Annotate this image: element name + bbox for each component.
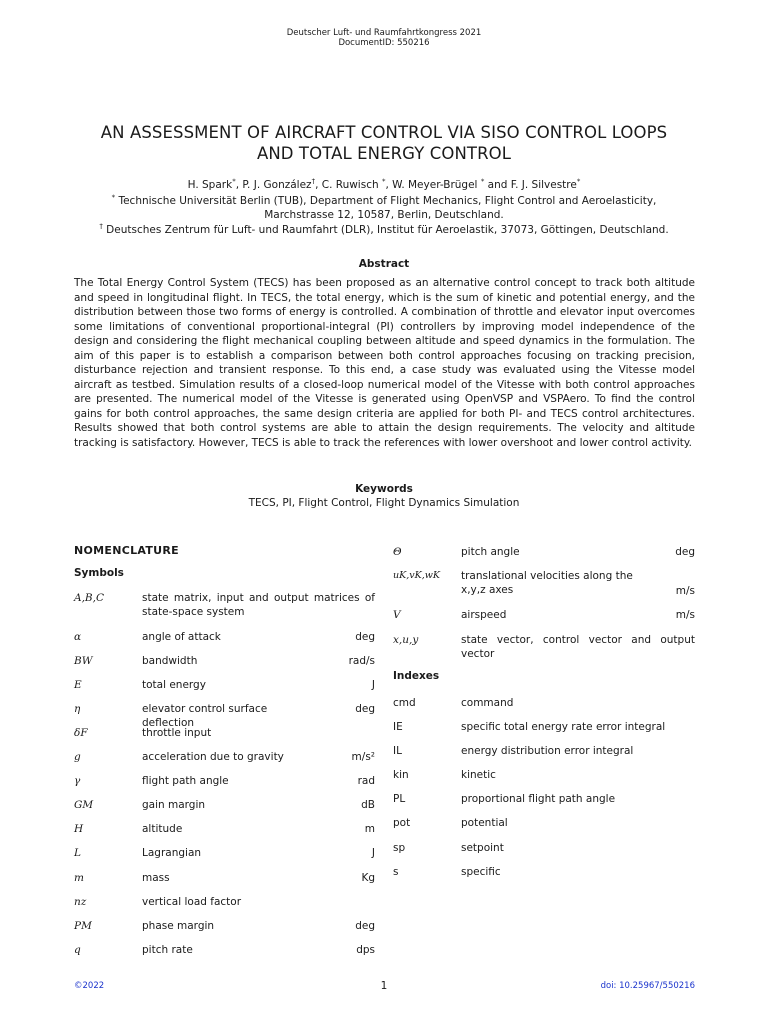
author-mark: † bbox=[311, 177, 316, 186]
affiliation-mark: † bbox=[99, 222, 103, 231]
symbol-description: acceleration due to gravity bbox=[142, 751, 284, 763]
index-symbol: cmd bbox=[393, 697, 416, 709]
index-description: specific bbox=[461, 866, 501, 878]
affiliation-mark: * bbox=[111, 193, 116, 202]
symbol-unit: dB bbox=[361, 799, 375, 811]
symbol-description: state vector, control vector and output vector bbox=[461, 634, 695, 660]
symbols-heading: Symbols bbox=[74, 567, 124, 579]
author-mark: * bbox=[576, 177, 581, 186]
symbol-unit: rad bbox=[357, 775, 375, 787]
symbol: uK,vK,wK bbox=[393, 570, 440, 581]
author-mark: * bbox=[232, 177, 236, 186]
title-line-1: AN ASSESSMENT OF AIRCRAFT CONTROL VIA SISO CONTROL LOOPS bbox=[100, 123, 668, 142]
title-line-2: AND TOTAL ENERGY CONTROL bbox=[256, 144, 512, 163]
page-number: 1 bbox=[380, 980, 388, 992]
author-list bbox=[60, 178, 708, 193]
symbol-description: bandwidth bbox=[142, 655, 198, 667]
symbol: x,u,y bbox=[393, 634, 419, 646]
conference-header: Deutscher Luft- und Raumfahrtkongress 2021 bbox=[286, 28, 482, 38]
author-name: , C. Ruwisch bbox=[315, 179, 382, 191]
symbol-description: total energy bbox=[142, 679, 206, 691]
affiliation-text: Deutsches Zentrum für Luft- und Raumfahrt (DLR), Institut für Aeroelastik, 37073, Göttingen, Deutschland. bbox=[106, 224, 669, 236]
symbol: Θ bbox=[393, 546, 402, 558]
nomenclature-heading: NOMENCLATURE bbox=[74, 544, 179, 557]
symbol-description: translational velocities along the x,y,z axes bbox=[461, 570, 633, 596]
document-id: DocumentID: 550216 bbox=[338, 38, 430, 48]
abstract-text: The Total Energy Control System (TECS) has been proposed as an alternative control concept to track both altitude and speed in longitudinal flight. In TECS, the total energy, which is the sum of kinetic and potential energy, and the distribution between those two forms of energy is controlled. A combination of throttle and elevator input overcomes some limitations of conventional proportional-integral (PI) controllers by improving model independence of the design and considering the flight mechanical coupling between altitude and speed dynamics in the formulation. The aim of this paper is to establish a comparison between both control approaches focusing on tracking precision, disturbance rejection and transient response. To this end, a case study was evaluated using the Vitesse model aircraft as testbed. Simulation results of a closed-loop numerical model of the Vitesse with both control approaches are presented. The numerical model of the Vitesse is generated using OpenVSP and VSPAero. To find the control gains for both control approaches, the same design criteria are applied for both PI- and TECS control architectures. Results showed that both control systems are able to attain the design requirements. The velocity and altitude tracking is satisfactory. However, TECS is able to track the references with lower overshoot and lower control activity. bbox=[74, 277, 695, 449]
index-description: kinetic bbox=[461, 769, 496, 781]
symbol-description: gain margin bbox=[142, 799, 206, 811]
index-symbol: s bbox=[393, 866, 399, 878]
index-symbol: PL bbox=[393, 793, 406, 805]
symbol-unit: m bbox=[364, 823, 375, 835]
affiliation-dlr bbox=[60, 223, 708, 238]
index-symbol: IE bbox=[393, 721, 403, 733]
index-description: command bbox=[461, 697, 514, 709]
symbol: α bbox=[74, 631, 82, 643]
symbol: A,B,C bbox=[74, 592, 105, 604]
symbol-description: angle of attack bbox=[142, 631, 221, 643]
symbol-description: Lagrangian bbox=[142, 847, 202, 859]
symbol: nz bbox=[74, 896, 87, 908]
copyright-link[interactable]: ©2022 bbox=[74, 981, 105, 991]
symbol-description: flight path angle bbox=[142, 775, 229, 787]
symbol-unit: deg bbox=[355, 703, 375, 715]
affiliation-tub bbox=[60, 194, 708, 209]
symbol-unit: deg bbox=[355, 920, 375, 932]
symbol-unit: rad/s bbox=[348, 655, 375, 667]
index-description: potential bbox=[461, 817, 508, 829]
symbol-unit: deg bbox=[355, 631, 375, 643]
symbol: L bbox=[74, 847, 81, 859]
doi-link[interactable]: doi: 10.25967/550216 bbox=[600, 981, 695, 991]
symbol: q bbox=[74, 944, 81, 956]
index-symbol: pot bbox=[393, 817, 411, 829]
symbol-description: pitch angle bbox=[461, 546, 520, 558]
symbol: γ bbox=[74, 775, 81, 787]
index-symbol: IL bbox=[393, 745, 402, 757]
symbol: m bbox=[74, 872, 84, 884]
index-description: energy distribution error integral bbox=[461, 745, 634, 757]
symbol: δF bbox=[74, 727, 88, 739]
keywords-heading: Keywords bbox=[355, 483, 413, 495]
symbol: PM bbox=[74, 920, 92, 932]
symbol: V bbox=[393, 609, 401, 621]
symbol-unit: m/s bbox=[675, 585, 695, 597]
symbol-description: elevator control surface deflection bbox=[142, 703, 268, 729]
symbol-unit: J bbox=[371, 847, 375, 859]
symbol: GM bbox=[74, 799, 94, 811]
symbol: g bbox=[74, 751, 81, 763]
symbol-description: altitude bbox=[142, 823, 183, 835]
symbol-unit: Kg bbox=[361, 872, 375, 884]
author-mark: * bbox=[381, 177, 386, 186]
index-description: proportional flight path angle bbox=[461, 793, 616, 805]
index-description: specific total energy rate error integral bbox=[461, 721, 666, 733]
symbol-unit: deg bbox=[675, 546, 695, 558]
keywords-text: TECS, PI, Flight Control, Flight Dynamics Simulation bbox=[248, 497, 520, 509]
author-mark: * bbox=[480, 177, 485, 186]
symbol: E bbox=[74, 679, 82, 691]
symbol: BW bbox=[74, 655, 93, 667]
symbol-description: vertical load factor bbox=[142, 896, 242, 908]
author-name: H. Spark bbox=[187, 179, 233, 191]
index-symbol: kin bbox=[393, 769, 409, 781]
symbol-unit: m/s bbox=[675, 609, 695, 621]
index-symbol: sp bbox=[393, 842, 406, 854]
symbol-unit: m/s² bbox=[351, 751, 375, 763]
symbol-description: throttle input bbox=[142, 727, 212, 739]
symbol-description: state matrix, input and output matrices of state-space system bbox=[142, 592, 375, 618]
symbol-description: mass bbox=[142, 872, 170, 884]
symbol: η bbox=[74, 703, 81, 715]
indexes-heading: Indexes bbox=[393, 670, 440, 682]
author-name: , W. Meyer-Brügel bbox=[385, 179, 481, 191]
affiliation-text: Technische Universität Berlin (TUB), Department of Flight Mechanics, Flight Control and Aeroelasticity, bbox=[118, 195, 657, 207]
symbol-unit: dps bbox=[356, 944, 375, 956]
abstract-heading: Abstract bbox=[358, 258, 410, 270]
symbol-description: airspeed bbox=[461, 609, 507, 621]
index-description: setpoint bbox=[461, 842, 504, 854]
symbol-description: phase margin bbox=[142, 920, 215, 932]
affiliation-tub-address: Marchstrasse 12, 10587, Berlin, Deutschland. bbox=[264, 209, 504, 221]
symbol: H bbox=[74, 823, 84, 835]
author-name: , P. J. González bbox=[235, 179, 312, 191]
paper-title bbox=[60, 122, 708, 164]
symbol-unit: J bbox=[371, 679, 375, 691]
author-name: and F. J. Silvestre bbox=[484, 179, 577, 191]
symbol-description: pitch rate bbox=[142, 944, 193, 956]
